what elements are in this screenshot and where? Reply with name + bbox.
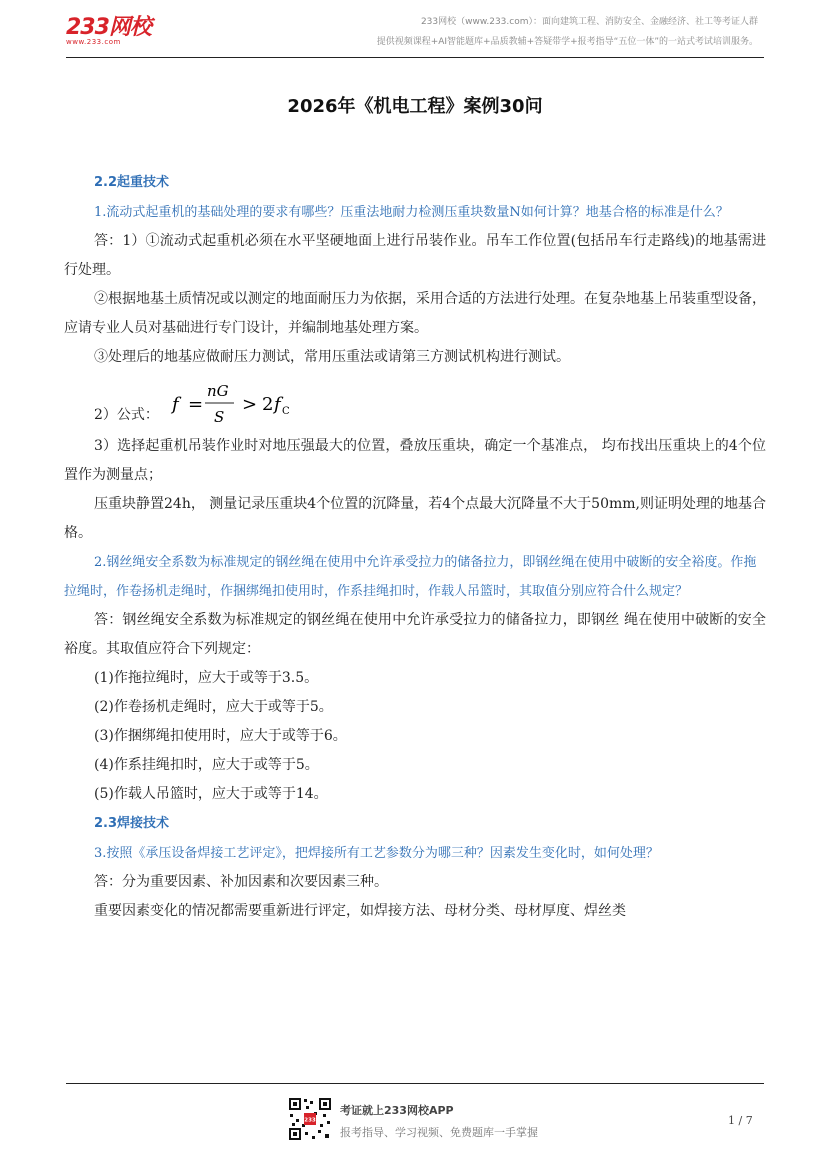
header-divider: [66, 57, 764, 58]
logo: [66, 10, 151, 46]
formula-equals: =: [188, 394, 204, 415]
footer-app-text: 考证就上233网校APP: [340, 1104, 454, 1117]
answer-2-item-4: (4)作系挂绳扣时，应大于或等于5。: [94, 757, 319, 773]
formula-denominator: S: [214, 408, 225, 426]
logo-url: www.233.com: [66, 38, 121, 46]
formula-f: f: [172, 394, 179, 415]
header-line-1: 233网校（www.233.com）：面向建筑工程、消防安全、金融经济、社工等考证人群: [420, 17, 758, 27]
footer-divider: [66, 1083, 764, 1084]
header-description: [377, 12, 758, 52]
question-2: 2.钢丝绳安全系数为标准规定的钢丝绳在使用中允许承受拉力的储备拉力，即钢丝绳在使用中破断的安全裕度。作拖拉绳时，作卷扬机走绳时，作捆绑绳扣使用时，作系挂绳扣时，作载人吊篮时，其取值分别应符合什么规定？: [64, 555, 757, 599]
answer-2-item-1: (1)作拖拉绳时，应大于或等于3.5。: [94, 670, 319, 686]
formula-numerator: nG: [207, 382, 229, 400]
answer-2-intro: 答：钢丝绳安全系数为标准规定的钢丝绳在使用中允许承受拉力的储备拉力，即钢丝 绳在使用中破断的安全裕度。其取值应符合下列规定：: [64, 612, 766, 657]
page-title: 2026年《机电工程》案例30问: [287, 96, 543, 117]
qr-badge-text: 233: [304, 1117, 316, 1124]
answer-3-part-2: 重要因素变化的情况都需要重新进行评定，如焊接方法、母材分类、母材厚度、焊丝类: [94, 903, 626, 919]
document-body: [64, 168, 766, 926]
answer-2-item-5: (5)作载人吊篮时，应大于或等于14。: [94, 786, 328, 802]
formula-subscript: C: [282, 406, 290, 417]
answer-2-item-2: (2)作卷扬机走绳时，应大于或等于5。: [94, 699, 333, 715]
answer-2-item-3: (3)作捆绑绳扣使用时，应大于或等于6。: [94, 728, 347, 744]
formula-block: [64, 372, 766, 432]
answer-1-part-6: 压重块静置24h， 测量记录压重块4个位置的沉降量，若4个点最大沉降量不大于50mm,则证明处理的地基合格。: [64, 496, 766, 541]
question-3: 3.按照《承压设备焊接工艺评定》，把焊接所有工艺参数分为哪三种？因素发生变化时，如何处理？: [94, 846, 659, 861]
answer-1-part-3: ③处理后的地基应做耐压力测试，常用压重法或请第三方测试机构进行测试。: [94, 349, 570, 365]
section-heading-welding: 2.3焊接技术: [94, 816, 170, 831]
footer-slogan: 报考指导、学习视频、免费题库一手掌握: [340, 1126, 538, 1139]
page-header: [0, 0, 830, 60]
answer-3-part-1: 答：分为重要因素、补加因素和次要因素三种。: [94, 874, 388, 890]
formula-rhs-f: f: [274, 394, 281, 415]
formula-greater-than: >: [242, 394, 258, 415]
header-line-2: 提供视频课程+AI智能题库+品质教辅+答疑带学+报考指导“五位一体”的一站式考试培训服务。: [376, 37, 758, 47]
formula-coefficient: 2: [262, 394, 274, 415]
answer-1-part-1: 答：1）①流动式起重机必须在水平坚硬地面上进行吊装作业。吊车工作位置(包括吊车行走路线)的地基需进行处理。: [64, 233, 766, 278]
question-1: 1.流动式起重机的基础处理的要求有哪些？压重法地耐力检测压重块数量N如何计算？地基合格的标准是什么？: [94, 205, 729, 220]
formula-graphic: [168, 372, 328, 428]
answer-1-part-5: 3）选择起重机吊装作业时对地压强最大的位置，叠放压重块，确定一个基准点， 均布找出压重块上的4个位置作为测量点；: [64, 438, 766, 483]
answer-1-part-2: ②根据地基土质情况或以测定的地面耐压力为依据，采用合适的方法进行处理。在复杂地基上吊装重型设备，应请专业人员对基础进行专门设计，并编制地基处理方案。: [64, 291, 766, 336]
section-heading-lifting: 2.2起重技术: [94, 175, 170, 190]
formula-label: 2）公式：: [94, 407, 159, 423]
qr-code-icon[interactable]: [288, 1097, 332, 1141]
page-number: 1 / 7: [728, 1114, 753, 1127]
logo-text: 233网校: [66, 15, 151, 40]
